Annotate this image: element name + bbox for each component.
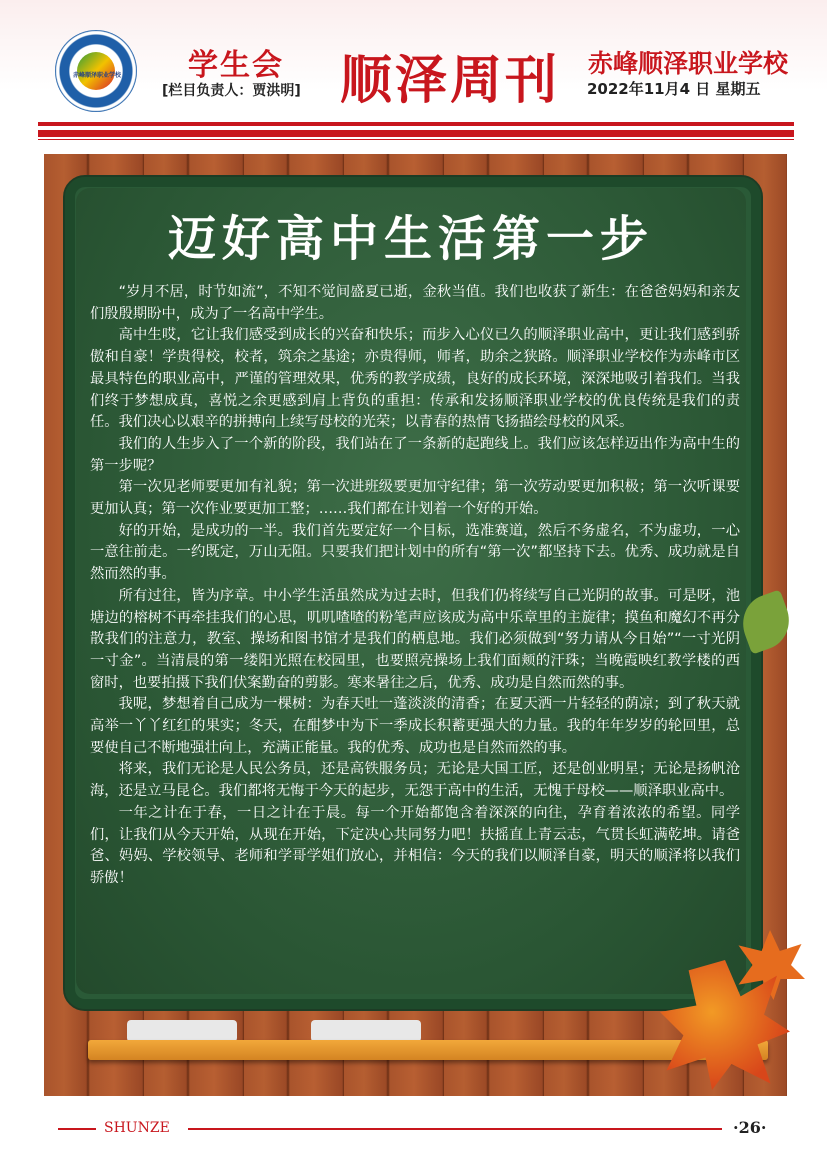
chalk-eraser-icon — [127, 1020, 237, 1042]
paragraph: 我呢，梦想着自己成为一棵树：为春天吐一蓬淡淡的清香；在夏天洒一片轻轻的荫凉；到了秋天就高举一丫丫红红的果实；冬天，在酣梦中为下一季成长积蓄更强大的力量。我的年年岁岁的轮回里，总要使自己不断地强壮向上，充满正能量。我的优秀、成功也是自然而然的事。 — [90, 696, 740, 756]
footer-label: SHUNZE — [104, 1120, 170, 1136]
header-rule — [38, 122, 794, 126]
article-body — [90, 282, 740, 890]
column-name: 学生会 — [188, 48, 284, 83]
footer-rule-left — [58, 1128, 96, 1130]
paragraph: 第一次见老师要更加有礼貌；第一次进班级要更加守纪律；第一次劳动要更加积极；第一次听课要更加认真；第一次作业要更加工整；……我们都在计划着一个好的开始。 — [90, 479, 740, 518]
paragraph: 我们的人生步入了一个新的阶段，我们站在了一条新的起跑线上。我们应该怎样迈出作为高中生的第一步呢？ — [90, 435, 740, 474]
issue-date: 2022年11月4 日 星期五 — [587, 80, 761, 98]
paragraph: “岁月不居，时节如流”，不知不觉间盛夏已逝，金秋当值。我们也收获了新生：在爸爸妈妈和亲友们殷殷期盼中，成为了一名高中学生。 — [90, 284, 740, 322]
page-number: ·26· — [733, 1118, 767, 1137]
header-rule-thin — [38, 139, 794, 140]
footer-rule-right — [188, 1128, 722, 1130]
paragraph: 高中生哎，它让我们感受到成长的兴奋和快乐；而步入心仪已久的顺泽职业高中，更让我们感到骄傲和自豪！学贵得校，校者，筑余之基途；亦贵得师，师者，助余之狭路。顺泽职业学校作为赤峰市区最具特色的职业高中，严谨的管理效果，优秀的教学成绩，良好的成长环境，深深地吸引着我们。当我们终于梦想成真，喜悦之余更感到肩上背负的重担：传承和发扬顺泽职业学校的优良传统是我们的责任。我们决心以艰辛的拼搏向上续写母校的光荣；以青春的热情飞扬描绘母校的风采。 — [90, 327, 740, 431]
chalk-eraser-icon — [311, 1020, 421, 1042]
column-editor: [栏目负责人：贾洪明] — [162, 83, 301, 99]
logo-text: 赤峰顺泽职业学校 — [72, 72, 121, 79]
publication-title: 顺泽周刊 — [340, 50, 561, 111]
paragraph: 将来，我们无论是人民公务员，还是高铁服务员；无论是大国工匠，还是创业明星；无论是扬帆沧海，还是立马昆仑。我们都将无悔于今天的起步，无怨于高中的生活，无愧于母校——顺泽职业高中。 — [90, 761, 740, 800]
header-rule-thick — [38, 130, 794, 137]
chalk-tray — [88, 1040, 768, 1060]
school-name: 赤峰顺泽职业学校 — [588, 49, 789, 78]
paragraph: 所有过往，皆为序章。中小学生活虽然成为过去时，但我们仍将续写自己光阴的故事。可是呀，池塘边的榕树不再牵挂我们的心思，叽叽喳喳的粉笔声应该成为高中乐章里的主旋律；摸鱼和魔幻不再分散我们的注意力，教室、操场和图书馆才是我们的栖息地。我们必须做到“努力请从今日始”“一寸光阴一寸金”。当清晨的第一缕阳光照在校园里，也要照亮操场上我们面颊的汗珠；当晚霞映红教学楼的西窗时，也要拍摄下我们伏案勤奋的剪影。寒来暑往之后，优秀、成功是自然而然的事。 — [90, 587, 740, 691]
article-title: 迈好高中生活第一步 — [167, 211, 654, 267]
paragraph: 一年之计在于春，一日之计在于晨。每一个开始都饱含着深深的向往，孕育着浓浓的希望。同学们，让我们从今天开始，从现在开始，下定决心共同努力吧！扶摇直上青云志，气贯长虹满乾坤。请爸爸、妈妈、学校领导、老师和学哥学姐们放心，并相信：今天的我们以顺泽自豪，明天的顺泽将以我们骄傲！ — [90, 804, 740, 886]
paragraph: 好的开始，是成功的一半。我们首先要定好一个目标，选准赛道，然后不务虚名，不为虚功，一心一意往前走。一约既定，万山无阻。只要我们把计划中的所有“第一次”都坚持下去。优秀、成功就是自然而然的事。 — [90, 522, 740, 583]
